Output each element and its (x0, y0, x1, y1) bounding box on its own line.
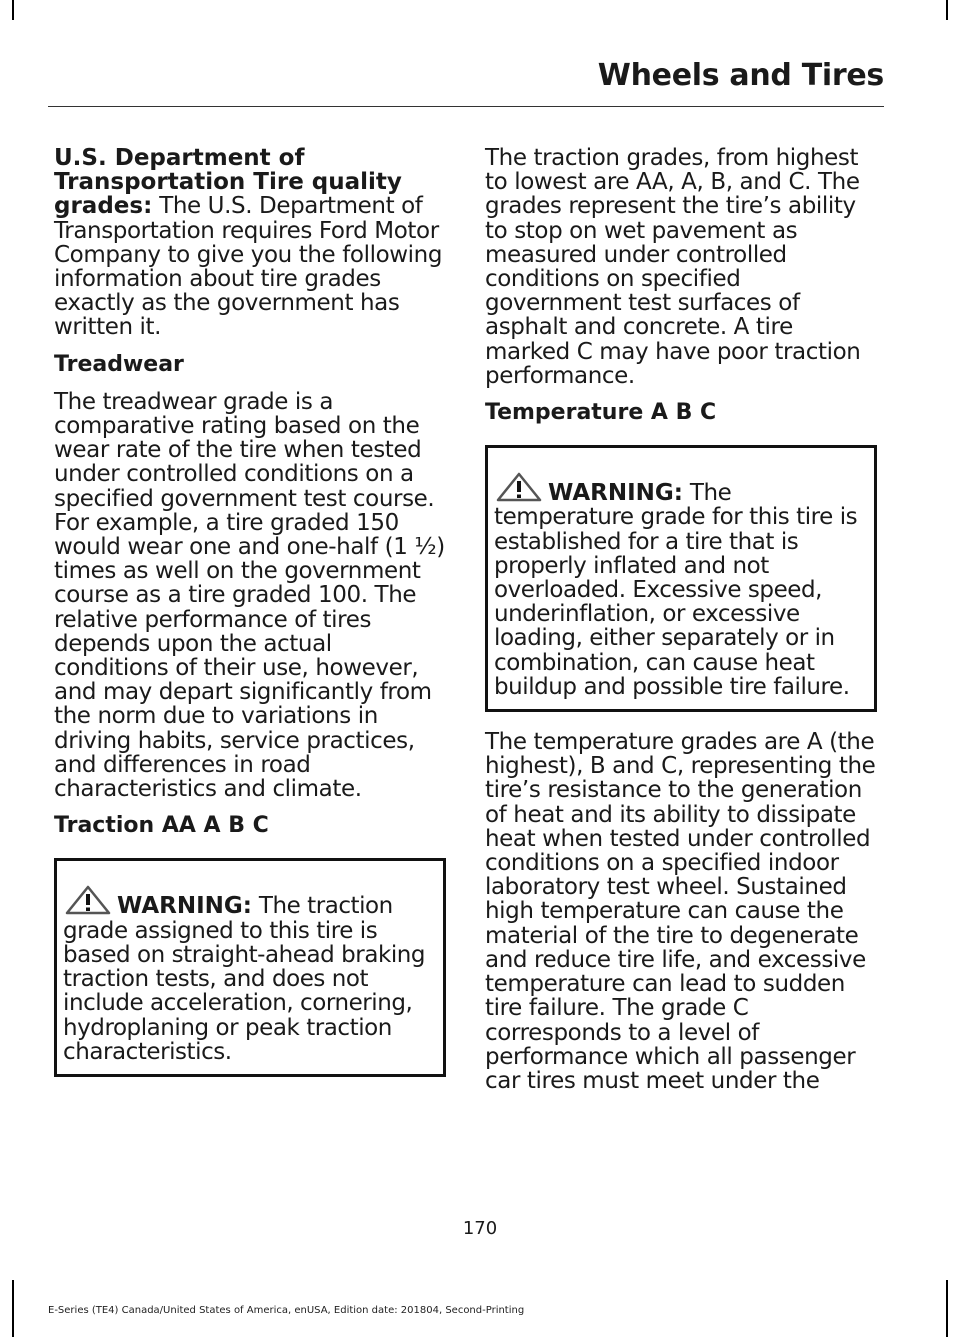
traction-grades-paragraph: The traction grades, from highest to lowest are AA, A, B, and C. The grades represent the tire’s ability to stop on wet pavement as measured under controlled conditions on specified government test surfaces of asphalt and concrete. A tire marked C may have poor traction performance. (485, 145, 861, 389)
crop-mark-top-right (946, 0, 948, 20)
edition-footer: E-Series (TE4) Canada/United States of America, enUSA, Edition date: 201804, Second-Printing (48, 1305, 525, 1316)
treadwear-paragraph: The treadwear grade is a comparative rating based on the wear rate of the tire when tested under controlled conditions on a specified government test course. For example, a tire graded 150 would wear one and one-half (1 ½) times as well on the government course as a tire graded 100. The relative performance of tires depends upon the actual conditions of their use, however, and may depart significantly from the norm due to variations in driving habits, service practices, and differences in road characteristics and climate. (54, 388, 445, 803)
crop-mark-top-left (12, 0, 14, 20)
traction-warning-label: WARNING: (117, 893, 252, 920)
crop-mark-bottom-left (12, 1280, 14, 1337)
intro-text: The U.S. Department of Transportation requires Ford Motor Company to give you the following information about tire grades exactly as the government has written it. (54, 193, 443, 341)
header-divider (48, 106, 884, 107)
warning-triangle-icon (63, 885, 113, 915)
intro-heading: U.S. Department of Transportation Tire quality grades: (54, 145, 402, 220)
page-number: 170 (462, 1218, 498, 1239)
intro-paragraph (54, 146, 446, 340)
temperature-warning-body: The temperature grade for this tire is established for a tire that is properly inflated and not overloaded. Excessive speed, underinflation, or excessive loading, either separately or in combination, can cause heat buildup and possible tire failure. (494, 480, 858, 700)
warning-triangle-icon (494, 472, 544, 502)
temperature-warning-label: WARNING: (548, 480, 683, 507)
traction-heading: Traction AA A B C (54, 813, 269, 839)
traction-warning-text (63, 885, 437, 1063)
page-title: Wheels and Tires (597, 58, 884, 93)
temperature-warning-text (494, 472, 868, 699)
temperature-heading: Temperature A B C (485, 400, 717, 426)
temperature-warning-box (485, 445, 877, 712)
traction-warning-body: The traction grade assigned to this tire is based on straight-ahead braking traction tests, and does not include acceleration, cornering, hydroplaning or peak traction characteristics. (63, 893, 426, 1065)
crop-mark-bottom-right (946, 1280, 948, 1337)
traction-warning-box (54, 858, 446, 1076)
treadwear-heading: Treadwear (54, 351, 184, 377)
right-column (485, 146, 877, 1106)
temperature-grades-paragraph: The temperature grades are A (the highest), B and C, representing the tire’s resistance to the generation of heat and its ability to dissipate heat when tested under controlled conditions on a specified indoor laboratory test wheel. Sustained high temperature can cause the material of the tire to degenerate and reduce tire life, and excessive temperature can lead to sudden tire failure. The grade C corresponds to a level of performance which all passenger car tires must meet under the (485, 729, 876, 1094)
left-column (54, 146, 446, 1095)
